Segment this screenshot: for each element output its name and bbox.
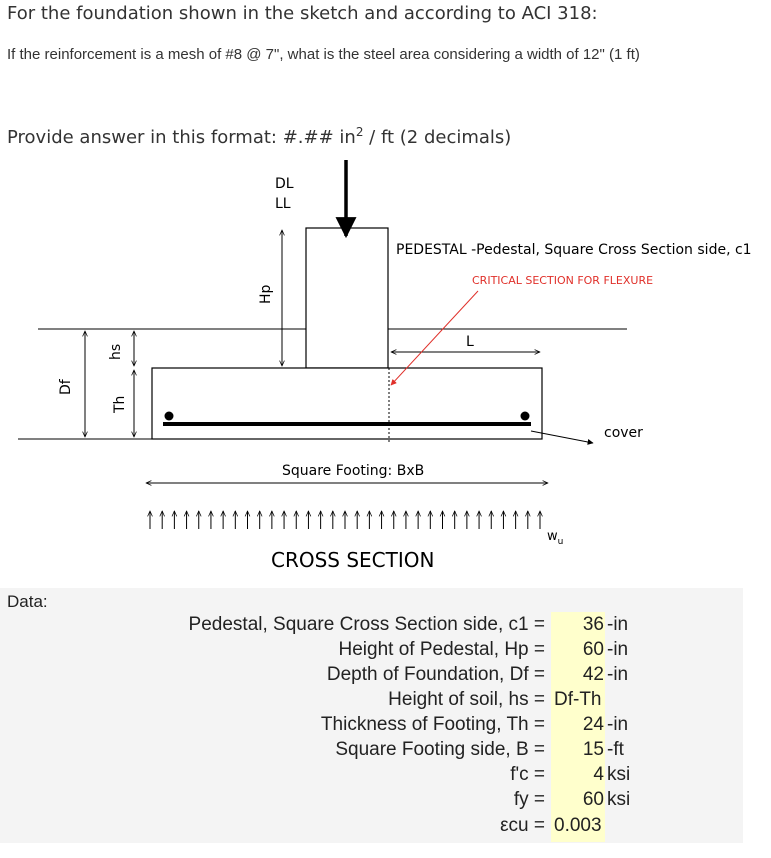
rebar-dot-left bbox=[165, 412, 174, 421]
data-row bbox=[0, 664, 771, 689]
data-row-value: Df-Th bbox=[554, 689, 602, 710]
data-row-value: 0.003 bbox=[554, 815, 602, 836]
th-label: Th bbox=[112, 395, 128, 413]
data-row bbox=[0, 789, 771, 814]
data-row-label: f'c = bbox=[510, 764, 545, 785]
soil-pressure-arrows bbox=[150, 511, 540, 529]
wu-main: w bbox=[547, 529, 558, 544]
data-row bbox=[0, 764, 771, 789]
ll-label: LL bbox=[275, 196, 291, 212]
data-row-value: 4 bbox=[593, 764, 604, 785]
footing-label: Square Footing: BxB bbox=[282, 463, 425, 479]
pedestal bbox=[306, 228, 388, 368]
dl-label: DL bbox=[275, 176, 294, 192]
data-row-value: 42 bbox=[582, 664, 604, 685]
format-sup: 2 bbox=[355, 125, 364, 139]
data-row-unit: ksi bbox=[607, 789, 631, 810]
data-row bbox=[0, 739, 771, 764]
data-row-unit: -in bbox=[607, 639, 629, 660]
hs-label: hs bbox=[108, 343, 124, 360]
data-row bbox=[0, 815, 771, 840]
data-row-unit: -in bbox=[607, 714, 629, 735]
data-row-value: 15 bbox=[582, 739, 604, 760]
data-row-unit: ksi bbox=[607, 764, 631, 785]
data-row-value: 24 bbox=[582, 714, 604, 735]
problem-question: If the reinforcement is a mesh of #8 @ 7", what is the steel area considering a width of 12" (1 ft) bbox=[7, 46, 640, 63]
data-row-label: Height of soil, hs = bbox=[388, 689, 545, 710]
pedestal-label: PEDESTAL -Pedestal, Square Cross Section side, c1 bbox=[396, 242, 752, 258]
data-row-label: fy = bbox=[513, 789, 545, 810]
foundation-diagram bbox=[0, 150, 771, 580]
data-row-label: Depth of Foundation, Df = bbox=[326, 664, 545, 685]
data-row bbox=[0, 639, 771, 664]
footing bbox=[152, 368, 542, 439]
data-title: Data: bbox=[7, 592, 48, 611]
cover-label: cover bbox=[604, 425, 643, 441]
data-row-value: 60 bbox=[582, 789, 604, 810]
answer-format bbox=[7, 125, 511, 148]
problem-title: For the foundation shown in the sketch and according to ACI 318: bbox=[7, 3, 598, 24]
data-row-unit: -in bbox=[607, 664, 629, 685]
format-prefix: Provide answer in this format: #.## in bbox=[7, 127, 356, 148]
data-row-label: Pedestal, Square Cross Section side, c1 = bbox=[188, 614, 545, 635]
data-row bbox=[0, 689, 771, 714]
data-row bbox=[0, 614, 771, 639]
data-row-value: 36 bbox=[582, 614, 604, 635]
data-row-unit: -in bbox=[607, 614, 629, 635]
data-row-label: Height of Pedestal, Hp = bbox=[338, 639, 545, 660]
data-row-label: Square Footing side, B = bbox=[335, 739, 545, 760]
data-row-label: Thickness of Footing, Th = bbox=[320, 714, 545, 735]
wu-sub: u bbox=[557, 537, 564, 547]
wu-label bbox=[547, 529, 563, 547]
format-suffix: / ft (2 decimals) bbox=[363, 127, 512, 148]
critical-section-label: CRITICAL SECTION FOR FLEXURE bbox=[472, 274, 654, 287]
data-row-label: εcu = bbox=[500, 815, 545, 836]
rebar-dot-right bbox=[521, 412, 530, 421]
hp-label: Hp bbox=[258, 284, 274, 304]
data-row-value: 60 bbox=[582, 639, 604, 660]
cross-section-title: CROSS SECTION bbox=[271, 548, 435, 572]
df-label: Df bbox=[58, 379, 74, 395]
data-row-unit: -ft bbox=[607, 739, 624, 760]
l-label: L bbox=[466, 334, 474, 350]
data-row bbox=[0, 714, 771, 739]
